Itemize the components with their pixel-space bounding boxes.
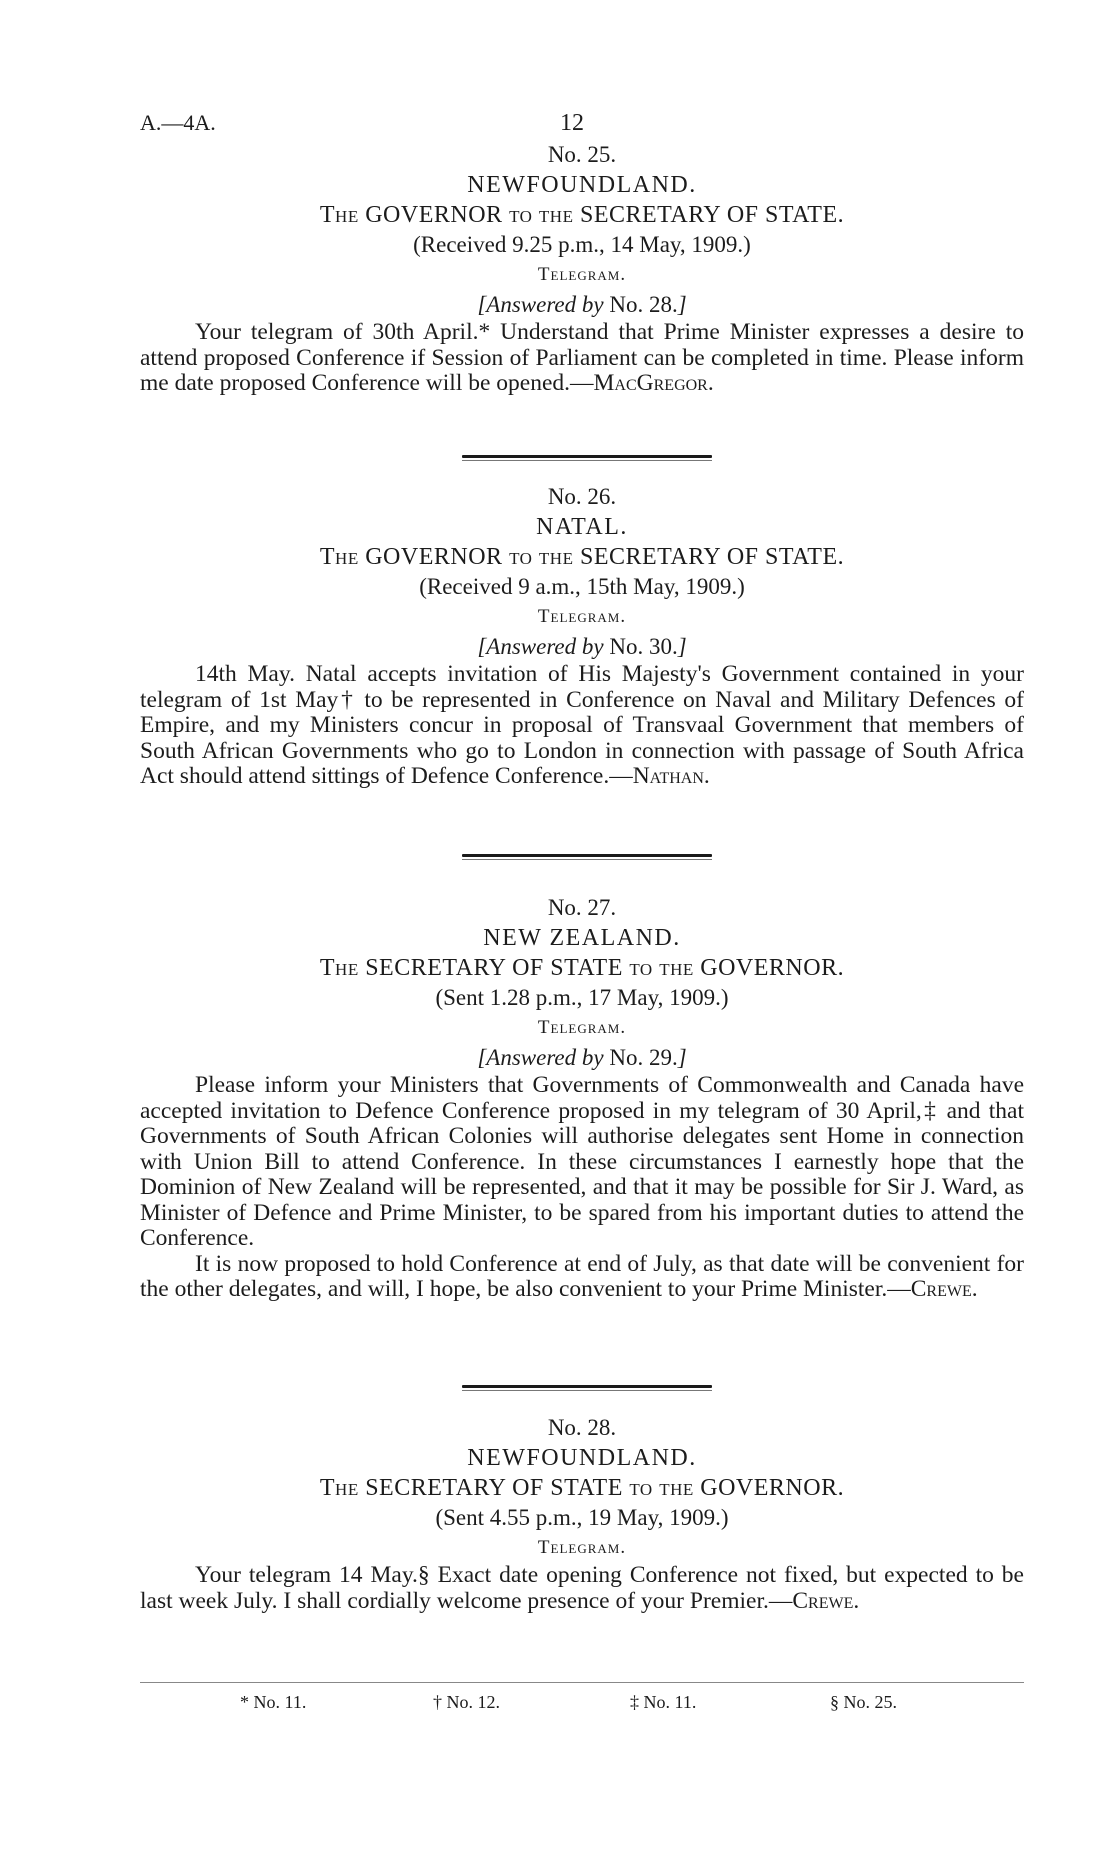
signature: Crewe.: [910, 1276, 978, 1302]
section-divider: [462, 854, 712, 857]
entry-answered: [Answered by No. 28.]: [477, 292, 687, 317]
section-divider: [462, 455, 712, 458]
entry-colony: NEW ZEALAND.: [483, 925, 681, 951]
entry-route: The GOVERNOR to the SECRETARY OF STATE.: [319, 202, 845, 228]
entry-type: Telegram.: [537, 606, 627, 627]
section-divider: [462, 1385, 712, 1388]
signature: Crewe.: [792, 1587, 860, 1614]
entry-body: Please inform your Ministers that Governments of Commonwealth and Canada have accepted invitation to Defence Conference proposed in my telegram of 30 April,‡ and that Governments of South African Colonies will authorise delegates sent Home in connection with Union Bill to attend Conference. In these circumstances I earnestly hope that the Dominion of New Zealand will be represented, and that it may be possible for Sir J. Ward, as Minister of Defence and Prime Minister, to be spared from his important duties to attend the Conference. It is now proposed to hold Conference at end of July, as that date will be convenient for the other delegates, and will, I hope, be also convenient to your Prime Minister.—Crewe.: [140, 1072, 1024, 1302]
entry-route: The GOVERNOR to the SECRETARY OF STATE.: [319, 544, 845, 570]
entry-colony: NEWFOUNDLAND.: [467, 172, 697, 198]
entry-answered: [Answered by No. 30.]: [477, 634, 687, 659]
entry-no-27: [140, 893, 1024, 1303]
footnote: § No. 25.: [830, 1692, 897, 1712]
entry-type: Telegram.: [537, 1537, 627, 1558]
entry-route: The SECRETARY OF STATE to the GOVERNOR.: [319, 1475, 845, 1501]
entry-received: (Sent 4.55 p.m., 19 May, 1909.): [435, 1505, 729, 1530]
entry-type: Telegram.: [537, 1017, 627, 1038]
signature: Nathan.: [632, 763, 710, 789]
page-number: 12: [560, 110, 584, 136]
entry-no-25: [140, 140, 1024, 397]
footnote-rule: [140, 1682, 1024, 1683]
entry-type: Telegram.: [537, 264, 627, 285]
entry-body: Your telegram of 30th April.* Understand that Prime Minister expresses a desire to attend proposed Conference if Session of Parliament can be completed in time. Please inform me date proposed Conference will be opened.—MacGregor.: [140, 319, 1024, 396]
document-reference: A.—4A.: [140, 110, 216, 135]
entry-colony: NEWFOUNDLAND.: [467, 1445, 697, 1471]
entry-number: No. 26.: [547, 484, 617, 509]
entry-received: (Received 9 a.m., 15th May, 1909.): [419, 574, 745, 599]
footnote: ‡ No. 11.: [630, 1692, 697, 1712]
entry-answered: [Answered by No. 29.]: [477, 1045, 687, 1070]
entry-colony: NATAL.: [536, 514, 628, 540]
entry-body: 14th May. Natal accepts invitation of His Majesty's Government contained in your telegram of 1st May† to be represented in Conference on Naval and Military Defences of Empire, and my Ministers concur in proposal of Transvaal Government that members of South African Governments who go to London in connection with passage of South Africa Act should attend sittings of Defence Conference.—Nathan.: [140, 661, 1024, 789]
entry-no-26: [140, 482, 1024, 790]
entry-body: Your telegram 14 May.§ Exact date opening Conference not fixed, but expected to be last week July. I shall cordially welcome presence of your Premier.—Crewe.: [140, 1562, 1024, 1614]
entry-number: No. 28.: [547, 1415, 617, 1440]
entry-received: (Received 9.25 p.m., 14 May, 1909.): [413, 232, 751, 257]
entry-number: No. 25.: [547, 142, 617, 167]
footnote: † No. 12.: [433, 1692, 500, 1712]
signature: MacGregor.: [593, 370, 714, 396]
entry-route: The SECRETARY OF STATE to the GOVERNOR.: [319, 955, 845, 981]
entry-received: (Sent 1.28 p.m., 17 May, 1909.): [435, 985, 729, 1010]
footnote: * No. 11.: [240, 1692, 307, 1712]
entry-number: No. 27.: [547, 895, 617, 920]
entry-no-28: [140, 1413, 1024, 1614]
